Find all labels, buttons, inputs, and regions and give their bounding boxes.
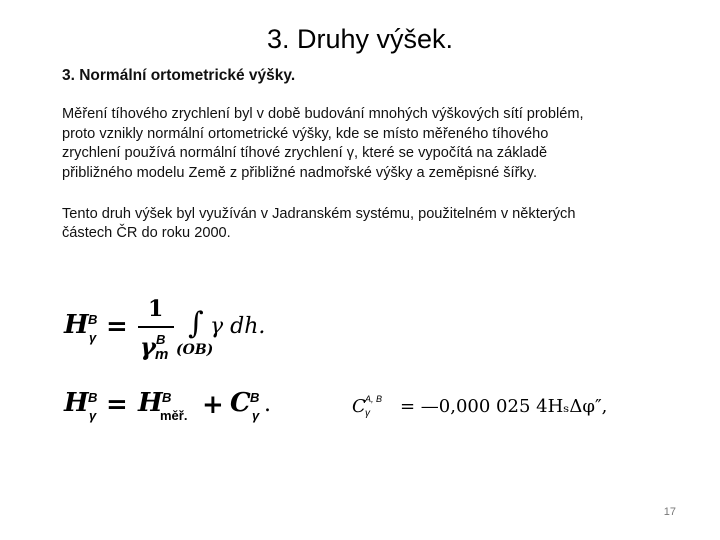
eq1-lhs: H xyxy=(64,310,89,340)
eq2-end: . xyxy=(264,392,271,417)
eq1-numerator: 1 xyxy=(148,296,164,322)
section-heading: 3. Normální ortometrické výšky. xyxy=(62,67,296,84)
eq1-lhs-sup: B xyxy=(88,312,98,327)
paragraph1-line: zrychlení používá normální tíhové zrychlení γ, které se vypočítá na základě xyxy=(62,145,548,162)
eq3-lhs: C xyxy=(352,396,366,417)
paragraph1-line: proto vznikly normální ortometrické výšky, kde se místo měřeného tíhového xyxy=(62,125,549,142)
eq1-integral-limits: (OB) xyxy=(176,342,214,358)
eq3-rhs: = —0,000 025 4HₛΔφ″, xyxy=(400,396,608,417)
eq3-lhs-sup: A, B xyxy=(365,394,383,404)
eq2-term2: C xyxy=(230,388,251,418)
eq2-term2-sup: B xyxy=(250,390,260,405)
eq1-lhs-sub: γ xyxy=(89,330,97,345)
eq3-lhs-sub: γ xyxy=(365,408,370,419)
page-number: 17 xyxy=(663,506,676,518)
eq2-term1: H xyxy=(138,388,163,418)
eq1-integral: ∫ xyxy=(188,306,204,341)
eq2-term1-sup: B xyxy=(162,390,172,405)
eq2-lhs: H xyxy=(64,388,89,418)
eq1-den-sub: m xyxy=(155,346,169,363)
eq1-fraction-bar xyxy=(138,326,174,328)
paragraph2-line: Tento druh výšek byl využíván v Jadranském systému, použitelném v některých xyxy=(62,206,576,223)
eq1-integrand: γ dh. xyxy=(210,314,266,339)
eq2-lhs-sup: B xyxy=(88,390,98,405)
paragraph1-line: Měření tíhového zrychlení byl v době budování mnohých výškových sítí problém, xyxy=(62,106,584,123)
eq2-plus: + xyxy=(202,390,224,420)
slide-title: 3. Druhy výšek. xyxy=(266,24,454,54)
paragraph2-line: částech ČR do roku 2000. xyxy=(62,225,231,242)
scanned-text-block xyxy=(62,66,662,244)
eq1-den-sup: B xyxy=(156,332,166,347)
eq2-term2-sub: γ xyxy=(252,408,260,423)
eq2-equals: = xyxy=(106,390,128,420)
eq1-equals: = xyxy=(106,312,128,342)
paragraph1-line: přibližného modelu Země z přibližné nadmořské výšky a zeměpisné šířky. xyxy=(62,164,538,181)
eq2-term1-sub: měř. xyxy=(160,408,188,423)
eq2-lhs-sub: γ xyxy=(89,408,97,423)
eq1-denominator: γ xyxy=(140,332,156,361)
